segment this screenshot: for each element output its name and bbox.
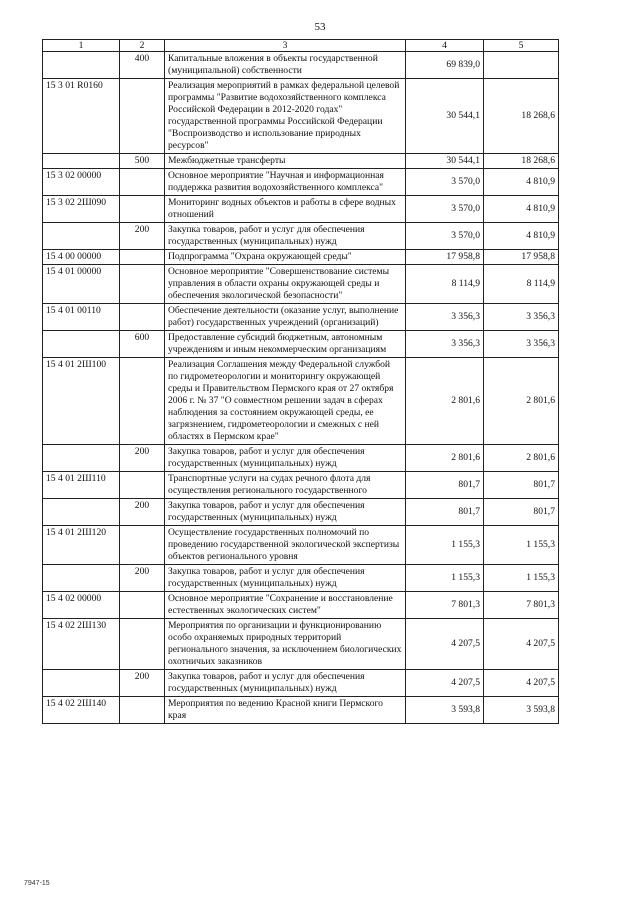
row-code: 15 4 01 2Ш100 <box>43 358 120 445</box>
row-expense-type: 400 <box>120 52 165 79</box>
row-amount-col4: 801,7 <box>406 472 484 499</box>
row-code: 15 4 01 00000 <box>43 265 120 304</box>
row-amount-col5: 18 268,6 <box>484 154 559 169</box>
row-expense-type: 200 <box>120 223 165 250</box>
row-name: Транспортные услуги на судах речного флота для осуществления регионального государственного <box>165 472 406 499</box>
header-col-4: 4 <box>406 40 484 52</box>
table-row <box>43 265 559 304</box>
row-amount-col4: 4 207,5 <box>406 670 484 697</box>
table-row <box>43 499 559 526</box>
row-code <box>43 52 120 79</box>
row-amount-col4: 69 839,0 <box>406 52 484 79</box>
budget-table <box>42 39 559 724</box>
row-code <box>43 154 120 169</box>
row-code <box>43 565 120 592</box>
row-amount-col4: 17 958,8 <box>406 250 484 265</box>
table-row <box>43 526 559 565</box>
table-row <box>43 592 559 619</box>
row-amount-col4: 1 155,3 <box>406 565 484 592</box>
table-row <box>43 331 559 358</box>
table-row <box>43 250 559 265</box>
row-expense-type <box>120 79 165 154</box>
row-expense-type <box>120 250 165 265</box>
row-code: 15 3 02 2Ш090 <box>43 196 120 223</box>
row-expense-type <box>120 265 165 304</box>
row-amount-col5: 2 801,6 <box>484 445 559 472</box>
header-col-1: 1 <box>43 40 120 52</box>
row-amount-col5: 1 155,3 <box>484 565 559 592</box>
row-code: 15 3 02 00000 <box>43 169 120 196</box>
row-name: Закупка товаров, работ и услуг для обеспечения государственных (муниципальных) нужд <box>165 223 406 250</box>
row-amount-col4: 3 356,3 <box>406 304 484 331</box>
row-amount-col4: 30 544,1 <box>406 79 484 154</box>
table-row <box>43 358 559 445</box>
row-amount-col5: 7 801,3 <box>484 592 559 619</box>
table-row <box>43 196 559 223</box>
row-amount-col5: 4 207,5 <box>484 670 559 697</box>
table-row <box>43 154 559 169</box>
row-amount-col4: 2 801,6 <box>406 358 484 445</box>
row-name: Основное мероприятие "Совершенствование системы управления в области охраны окружающей среды и обеспечения экологической безопасности" <box>165 265 406 304</box>
row-name: Подпрограмма "Охрана окружающей среды" <box>165 250 406 265</box>
row-expense-type: 200 <box>120 565 165 592</box>
row-amount-col4: 3 570,0 <box>406 223 484 250</box>
row-amount-col4: 3 356,3 <box>406 331 484 358</box>
row-name: Капитальные вложения в объекты государственной (муниципальной) собственности <box>165 52 406 79</box>
row-expense-type <box>120 358 165 445</box>
row-name: Мероприятия по организации и функционированию особо охраняемых природных территорий регионального значения, за исключением биологических охотничьих заказников <box>165 619 406 670</box>
row-name: Осуществление государственных полномочий по проведению государственной экологической экспертизы объектов регионального уровня <box>165 526 406 565</box>
table-row <box>43 472 559 499</box>
table-row <box>43 223 559 250</box>
row-name: Межбюджетные трансферты <box>165 154 406 169</box>
table-row <box>43 52 559 79</box>
row-code: 15 4 02 2Ш130 <box>43 619 120 670</box>
row-amount-col4: 3 570,0 <box>406 196 484 223</box>
row-name: Закупка товаров, работ и услуг для обеспечения государственных (муниципальных) нужд <box>165 445 406 472</box>
row-code <box>43 670 120 697</box>
row-name: Мероприятия по ведению Красной книги Пермского края <box>165 697 406 724</box>
row-amount-col4: 4 207,5 <box>406 619 484 670</box>
row-expense-type: 200 <box>120 499 165 526</box>
row-expense-type <box>120 304 165 331</box>
document-footer-code: 7947-15 <box>24 880 50 887</box>
row-amount-col5: 3 356,3 <box>484 331 559 358</box>
row-expense-type <box>120 697 165 724</box>
row-code: 15 4 01 2Ш110 <box>43 472 120 499</box>
row-code: 15 3 01 R0160 <box>43 79 120 154</box>
row-code <box>43 499 120 526</box>
table-row <box>43 670 559 697</box>
row-amount-col5: 4 810,9 <box>484 196 559 223</box>
row-amount-col4: 30 544,1 <box>406 154 484 169</box>
row-expense-type <box>120 592 165 619</box>
row-name: Закупка товаров, работ и услуг для обеспечения государственных (муниципальных) нужд <box>165 670 406 697</box>
row-code <box>43 331 120 358</box>
row-amount-col5: 1 155,3 <box>484 526 559 565</box>
row-code <box>43 445 120 472</box>
row-code: 15 4 02 00000 <box>43 592 120 619</box>
row-name: Предоставление субсидий бюджетным, автономным учреждениям и иным некоммерческим организациям <box>165 331 406 358</box>
row-amount-col5: 2 801,6 <box>484 358 559 445</box>
row-amount-col5 <box>484 52 559 79</box>
row-amount-col5: 18 268,6 <box>484 79 559 154</box>
row-name: Обеспечение деятельности (оказание услуг, выполнение работ) государственных учреждений (организаций) <box>165 304 406 331</box>
table-row <box>43 445 559 472</box>
row-name: Закупка товаров, работ и услуг для обеспечения государственных (муниципальных) нужд <box>165 565 406 592</box>
row-name: Реализация мероприятий в рамках федеральной целевой программы "Развитие водохозяйственного комплекса Российской Федерации в 2012-2020 годах" государственной программы Российской Федерации "Воспроизводство и использование природных ресурсов" <box>165 79 406 154</box>
row-amount-col5: 8 114,9 <box>484 265 559 304</box>
page-number: 53 <box>314 21 326 33</box>
row-amount-col5: 801,7 <box>484 472 559 499</box>
row-expense-type <box>120 526 165 565</box>
table-row <box>43 304 559 331</box>
row-code: 15 4 00 00000 <box>43 250 120 265</box>
table-header-row <box>43 40 559 52</box>
row-expense-type: 600 <box>120 331 165 358</box>
row-amount-col5: 4 207,5 <box>484 619 559 670</box>
row-expense-type <box>120 619 165 670</box>
table-row <box>43 619 559 670</box>
row-amount-col5: 17 958,8 <box>484 250 559 265</box>
row-expense-type <box>120 196 165 223</box>
row-amount-col4: 3 593,8 <box>406 697 484 724</box>
row-code: 15 4 02 2Ш140 <box>43 697 120 724</box>
row-amount-col5: 801,7 <box>484 499 559 526</box>
header-col-2: 2 <box>120 40 165 52</box>
row-expense-type: 200 <box>120 670 165 697</box>
row-name: Закупка товаров, работ и услуг для обеспечения государственных (муниципальных) нужд <box>165 499 406 526</box>
table-row <box>43 697 559 724</box>
row-amount-col4: 2 801,6 <box>406 445 484 472</box>
table-row <box>43 565 559 592</box>
row-expense-type <box>120 169 165 196</box>
row-amount-col4: 8 114,9 <box>406 265 484 304</box>
row-expense-type: 200 <box>120 445 165 472</box>
header-col-3: 3 <box>165 40 406 52</box>
row-code: 15 4 01 2Ш120 <box>43 526 120 565</box>
row-amount-col5: 4 810,9 <box>484 169 559 196</box>
row-amount-col5: 3 593,8 <box>484 697 559 724</box>
row-name: Основное мероприятие "Научная и информационная поддержка развития водохозяйственного комплекса" <box>165 169 406 196</box>
row-name: Мониторинг водных объектов и работы в сфере водных отношений <box>165 196 406 223</box>
row-name: Реализация Соглашения между Федеральной службой по гидрометеорологии и мониторингу окружающей среды и Правительством Пермского края от 27 октября 2006 г. № 37 "О совместном решении задач в сферах наблюдения за состоянием окружающей среды, ее загрязнением, гидрометеорологии и смежных с ней областях в Пермском крае" <box>165 358 406 445</box>
row-amount-col4: 1 155,3 <box>406 526 484 565</box>
row-code <box>43 223 120 250</box>
row-name: Основное мероприятие "Сохранение и восстановление естественных экологических систем" <box>165 592 406 619</box>
row-amount-col5: 3 356,3 <box>484 304 559 331</box>
header-col-5: 5 <box>484 40 559 52</box>
row-expense-type <box>120 472 165 499</box>
table-row <box>43 79 559 154</box>
row-amount-col5: 4 810,9 <box>484 223 559 250</box>
row-amount-col4: 7 801,3 <box>406 592 484 619</box>
row-code: 15 4 01 00110 <box>43 304 120 331</box>
row-expense-type: 500 <box>120 154 165 169</box>
row-amount-col4: 3 570,0 <box>406 169 484 196</box>
table-row <box>43 169 559 196</box>
row-amount-col4: 801,7 <box>406 499 484 526</box>
